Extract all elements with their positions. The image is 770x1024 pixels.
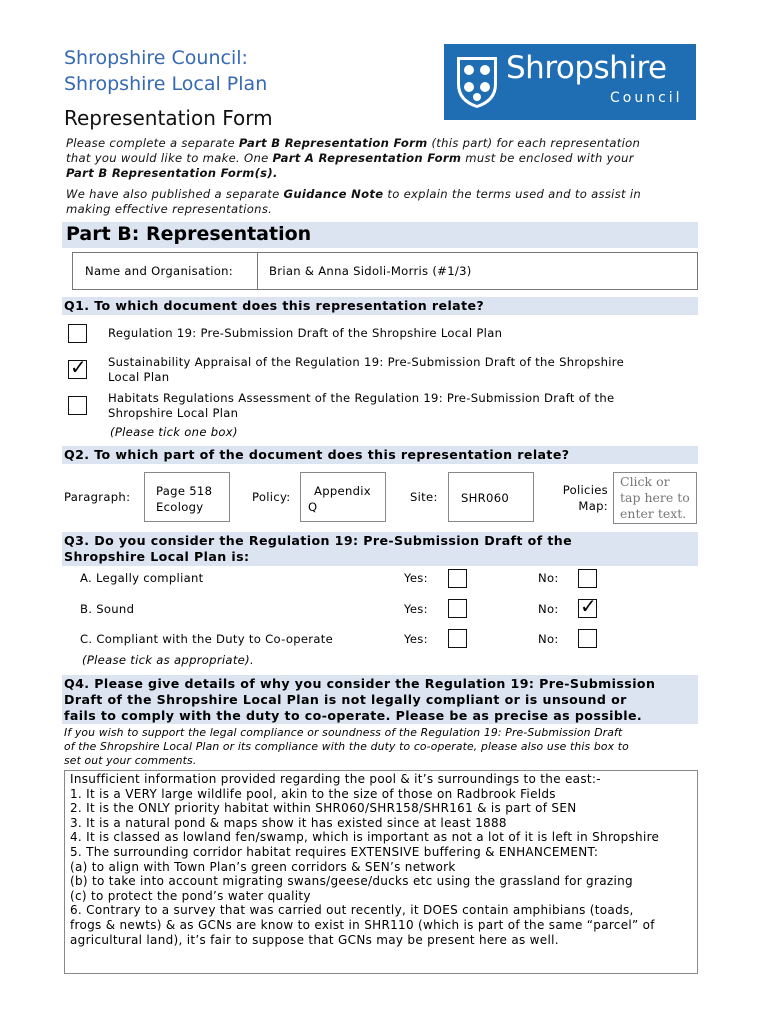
q4-heading-bar — [62, 675, 698, 724]
shropshire-council-logo — [444, 44, 696, 120]
paragraph-label: Paragraph: — [64, 490, 131, 504]
name-organisation-label: Name and Organisation: — [85, 264, 233, 278]
q1-heading: Q1. To which document does this representation relate? — [64, 298, 485, 313]
part-b-heading: Part B: Representation — [66, 223, 312, 245]
q3-item-a-no-label: No: — [538, 571, 559, 585]
checkmark-icon: ✓ — [70, 355, 87, 379]
q3-heading-bar — [62, 532, 698, 566]
q1-option-1-checkbox[interactable] — [68, 324, 87, 343]
q3-item-a-label: A. Legally compliant — [80, 571, 204, 585]
name-organisation-row — [72, 252, 698, 290]
org-title-line2: Shropshire Local Plan — [64, 73, 268, 95]
q3-item-a-no-checkbox[interactable] — [578, 569, 597, 588]
q1-option-2-label: Sustainability Appraisal of the Regulation 19: Pre-Submission Draft of the Shropshire Local Plan — [108, 355, 625, 384]
q3-heading: Q3. Do you consider the Regulation 19: Pre-Submission Draft of the Shropshire Local Plan is: — [64, 533, 573, 564]
name-organisation-field[interactable]: Brian & Anna Sidoli-Morris (#1/3) — [269, 264, 472, 278]
q3-item-c-yes-checkbox[interactable] — [448, 629, 467, 648]
q4-answer-textbox[interactable] — [64, 770, 698, 974]
q3-item-c-no-checkbox[interactable] — [578, 629, 597, 648]
site-label: Site: — [410, 490, 438, 504]
q3-item-c-no-label: No: — [538, 632, 559, 646]
paragraph-field[interactable]: Page 518 Ecology — [144, 472, 230, 522]
intro-paragraph-2: We have also published a separate Guidance Note to explain the terms used and to assist in making effective representations. — [66, 187, 642, 216]
q3-item-b-no-checkbox[interactable] — [578, 594, 597, 618]
policies-map-label: Policies Map: — [562, 483, 608, 513]
q3-item-b-label: B. Sound — [80, 602, 135, 616]
q4-answer-text: Insufficient information provided regarding the pool & it’s surroundings to the east:- 1. It is a VERY large wildlife pool, akin to the size of those on Radbrook Fields 2. It is the ONLY priority habitat within SHR060/SHR158/SHR161 & is part of SEN 3. It is a natural pond & maps show it has existed since at least 1888 4. It is classed as lowland fen/swamp, which is important as not a lot of it is left in Shropshire 5. The surrounding corridor habitat requires EXTENSIVE buffering & ENHANCEMENT: (a) to align with Town Plan’s green corridors & SEN’s network (b) to take into account migrating swans/geese/ducks etc using the grassland for grazing (c) to protect the pond’s water quality 6. Contrary to a survey that was carried out recently, it DOES contain amphibians (toads, frogs & newts) & as GCNs are know to exist in SHR110 (which is part of the same “parcel” of agricultural land), it’s fair to suppose that GCNs may be present here as well. — [70, 772, 660, 947]
q4-guidance: If you wish to support the legal compliance or soundness of the Regulation 19: Pre-Submission Draft of the Shropshire Local Plan or its compliance with the duty to co-operate, please also use this box to set out your comments. — [64, 726, 629, 767]
policies-map-field[interactable] — [613, 472, 697, 524]
policies-map-placeholder: Click or tap here to enter text. — [620, 474, 690, 521]
q1-heading-bar — [62, 297, 698, 315]
q3-item-b-yes-label: Yes: — [404, 602, 428, 616]
q4-heading: Q4. Please give details of why you consider the Regulation 19: Pre-Submission Draft of the Shropshire Local Plan is not legally compliant or is unsound or fails to comply with the duty to co-operate. Please be as precise as possible. — [64, 676, 656, 723]
intro-paragraph-1: Please complete a separate Part B Representation Form (this part) for each representation that you would like to make. One Part A Representation Form must be enclosed with your Part B Representation Form(s). — [66, 136, 641, 180]
shield-crest-icon — [454, 54, 500, 110]
logo-wordmark: Shropshire — [506, 50, 667, 86]
q2-heading-bar — [62, 446, 698, 464]
q1-option-1-label: Regulation 19: Pre-Submission Draft of the Shropshire Local Plan — [108, 326, 503, 340]
site-field[interactable]: SHR060 — [448, 472, 534, 522]
q3-note: (Please tick as appropriate). — [82, 653, 254, 667]
q3-item-a-yes-label: Yes: — [404, 571, 428, 585]
q1-option-2-checkbox[interactable] — [68, 355, 87, 379]
q3-item-b-yes-checkbox[interactable] — [448, 599, 467, 618]
q3-item-b-no-label: No: — [538, 602, 559, 616]
policy-field[interactable]: Appendix Q — [300, 472, 386, 522]
logo-subtitle: Council — [610, 90, 683, 106]
q1-option-3-label: Habitats Regulations Assessment of the Regulation 19: Pre-Submission Draft of the Shropshire Local Plan — [108, 391, 615, 420]
part-b-heading-bar — [62, 222, 698, 248]
checkmark-icon: ✓ — [580, 594, 597, 618]
q3-item-c-yes-label: Yes: — [404, 632, 428, 646]
form-title: Representation Form — [64, 106, 273, 130]
org-title-line1: Shropshire Council: — [64, 47, 248, 69]
q3-item-c-label: C. Compliant with the Duty to Co-operate — [80, 632, 334, 646]
q1-option-3-checkbox[interactable] — [68, 396, 87, 415]
policy-label: Policy: — [252, 490, 291, 504]
q3-item-a-yes-checkbox[interactable] — [448, 569, 467, 588]
q2-heading: Q2. To which part of the document does this representation relate? — [64, 447, 570, 462]
q1-note: (Please tick one box) — [110, 425, 238, 439]
